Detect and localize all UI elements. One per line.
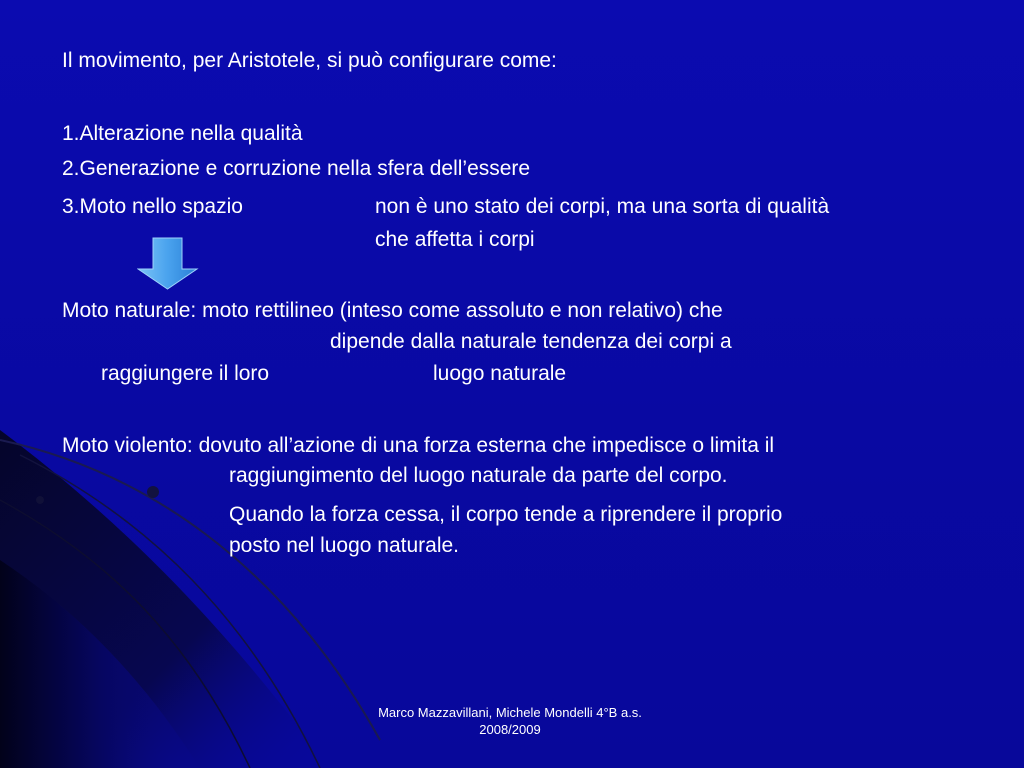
slide-footer xyxy=(340,704,680,738)
list-item-1: 1.Alterazione nella qualità xyxy=(62,122,303,145)
natural-motion-line-1: Moto naturale: moto rettilineo (inteso come assoluto e non relativo) che xyxy=(62,299,723,322)
violent-motion-line-4: posto nel luogo naturale. xyxy=(229,534,460,557)
violent-motion-line-3: Quando la forza cessa, il corpo tende a riprendere il proprio xyxy=(229,503,783,526)
footer-year: 2008/2009 xyxy=(479,722,541,737)
natural-motion-line-2: dipende dalla naturale tendenza dei corpi a xyxy=(330,330,732,353)
natural-motion-line-3b: luogo naturale xyxy=(433,362,567,385)
item-3-note-line-2: che affetta i corpi xyxy=(375,228,535,251)
natural-motion-line-3a: raggiungere il loro xyxy=(101,362,270,385)
intro-text: Il movimento, per Aristotele, si può configurare come: xyxy=(62,49,557,72)
item-3-note-line-1: non è uno stato dei corpi, ma una sorta di qualità xyxy=(375,195,830,218)
violent-motion-line-1: Moto violento: dovuto all’azione di una forza esterna che impedisce o limita il xyxy=(62,434,775,457)
violent-motion-line-2: raggiungimento del luogo naturale da parte del corpo. xyxy=(229,464,728,487)
list-item-3: 3.Moto nello spazio xyxy=(62,195,243,218)
down-arrow-icon xyxy=(137,237,199,291)
list-item-2: 2.Generazione e corruzione nella sfera dell’essere xyxy=(62,157,531,180)
footer-authors: Marco Mazzavillani, Michele Mondelli 4°B a.s. xyxy=(378,705,642,720)
